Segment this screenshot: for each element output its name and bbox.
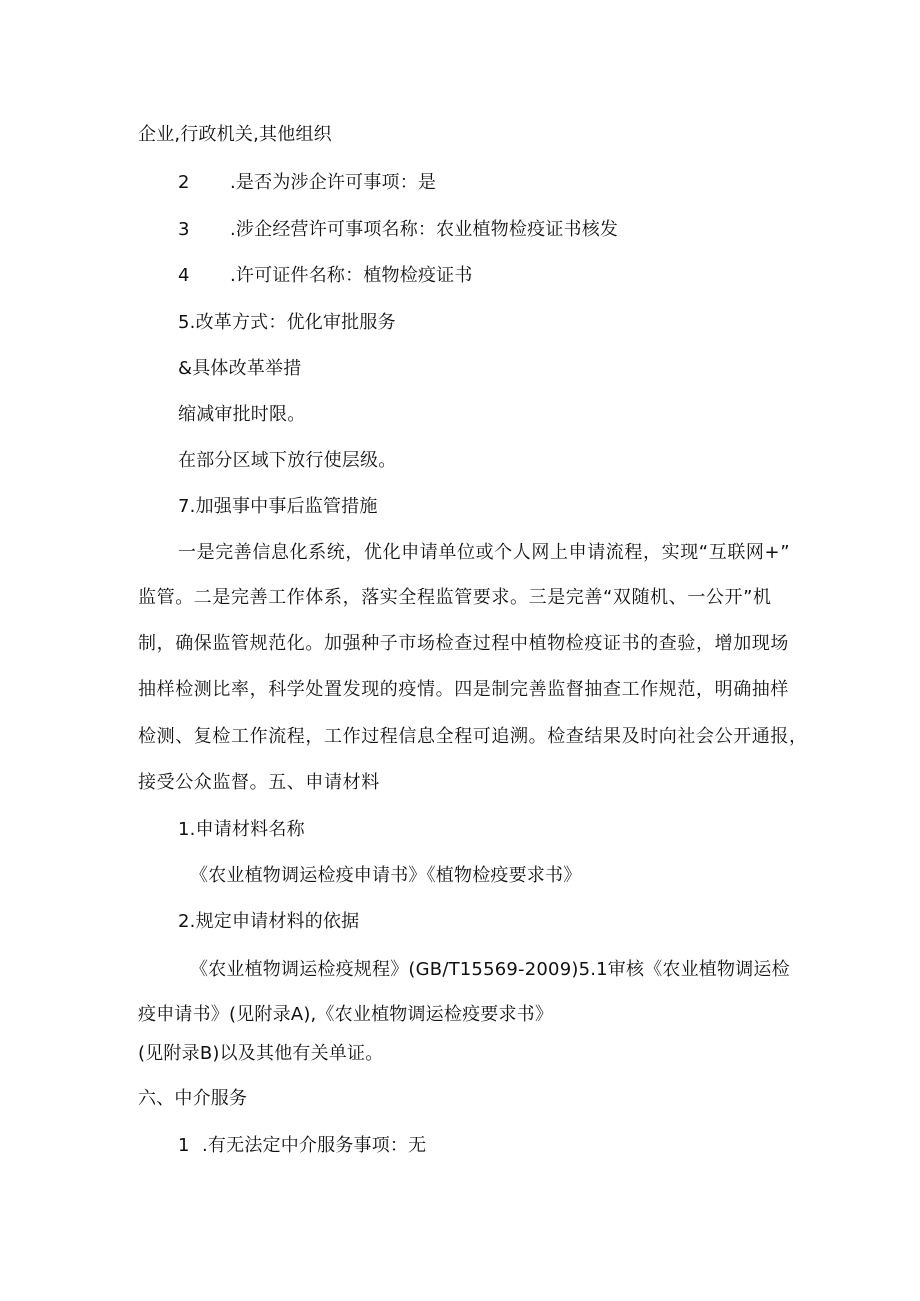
paragraph-line-1: 一是完善信息化系统，优化申请单位或个人网上申请流程，实现“互联网+” [178, 542, 791, 563]
item-2-number: 2 [178, 172, 190, 193]
item-5-line: 5.改革方式：优化审批服务 [178, 312, 396, 333]
item-4-number: 4 [178, 265, 190, 286]
item-3-number: 3 [178, 219, 190, 240]
materials-basis-heading: 2.规定申请材料的依据 [178, 911, 360, 932]
item-2-text: .是否为涉企许可事项：是 [230, 172, 437, 193]
materials-name-heading: 1.申请材料名称 [178, 819, 305, 840]
measure-2-line: 在部分区域下放行使层级。 [178, 450, 397, 471]
intermediary-item-number: 1 [178, 1135, 190, 1156]
basis-line-3: (见附录B)以及其他有关单证。 [138, 1043, 384, 1064]
item-2-line [178, 171, 436, 195]
item-4-line [178, 264, 473, 288]
item-3-line [178, 218, 618, 242]
intermediary-item-text: .有无法定中介服务事项：无 [202, 1135, 427, 1156]
materials-list: 《农业植物调运检疫申请书》《植物检疫要求书》 [190, 865, 582, 886]
item-4-text: .许可证件名称：植物检疫证书 [230, 265, 473, 286]
applicant-types-line: 企业,行政机关,其他组织 [138, 124, 332, 145]
paragraph-line-2: 监管。二是完善工作体系，落实全程监管要求。三是完善“双随机、一公开”机 [138, 587, 772, 608]
paragraph-line-4: 抽样检测比率，科学处置发现的疫情。四是制完善监督抽查工作规范，明确抽样 [138, 679, 789, 700]
item-3-text: .涉企经营许可事项名称：农业植物检疫证书核发 [230, 219, 619, 240]
item-7-heading: 7.加强事中事后监管措施 [178, 496, 378, 517]
paragraph-line-6: 接受公众监督。五、申请材料 [138, 772, 380, 793]
measure-1-line: 缩减审批时限。 [178, 404, 306, 425]
paragraph-line-5: 检测、复检工作流程，工作过程信息全程可追溯。检查结果及时向社会公开通报， [138, 726, 808, 747]
paragraph-line-3: 制，确保监管规范化。加强种子市场检查过程中植物检疫证书的查验，增加现场 [138, 633, 789, 654]
basis-line-2: 疫申请书》(见附录A),《农业植物调运检疫要求书》 [138, 1004, 554, 1025]
section-6-heading: 六、中介服务 [138, 1088, 248, 1109]
basis-line-1: 《农业植物调运检疫规程》(GB/T15569-2009)5.1审核《农业植物调运检 [190, 959, 790, 980]
item-6-heading: &具体改革举措 [178, 358, 302, 379]
intermediary-item-line [178, 1134, 426, 1158]
